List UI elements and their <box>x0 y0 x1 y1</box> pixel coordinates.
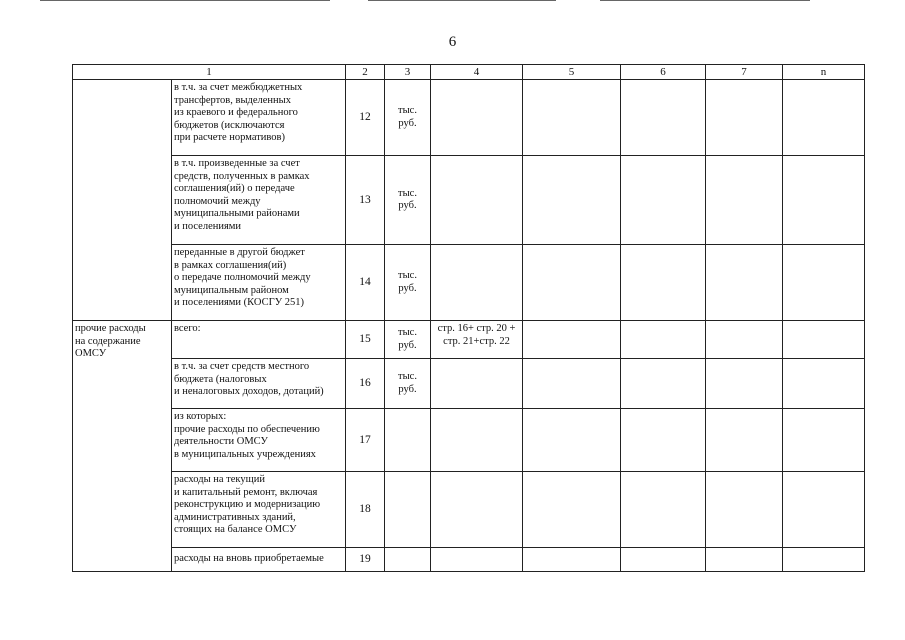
row-description: в т.ч. за счет межбюджетных трансфертов, выделенных из краевого и федерального бюджетов (исключаются при расчете нормативов) <box>172 80 346 156</box>
row-unit <box>385 472 431 548</box>
row-line-number: 17 <box>346 409 385 472</box>
header-col-6: 6 <box>621 65 706 80</box>
table-row <box>73 245 865 321</box>
row-formula <box>431 409 523 472</box>
value-cell <box>783 245 865 321</box>
header-col-n: n <box>783 65 865 80</box>
row-unit: тыс. руб. <box>385 156 431 245</box>
value-cell <box>523 156 621 245</box>
table-row <box>73 359 865 409</box>
value-cell <box>523 359 621 409</box>
top-edge-line-center <box>368 0 556 1</box>
page-number: 6 <box>448 34 457 50</box>
header-col-3: 3 <box>385 65 431 80</box>
row-unit <box>385 548 431 572</box>
value-cell <box>523 548 621 572</box>
value-cell <box>621 359 706 409</box>
value-cell <box>706 472 783 548</box>
category-cell-other-expenses: прочие расходы на содержание ОМСУ <box>73 321 172 572</box>
value-cell <box>621 80 706 156</box>
value-cell <box>783 80 865 156</box>
row-formula <box>431 548 523 572</box>
value-cell <box>523 321 621 359</box>
header-row <box>73 65 865 80</box>
value-cell <box>523 409 621 472</box>
value-cell <box>523 472 621 548</box>
data-table <box>72 64 865 572</box>
row-unit: тыс. руб. <box>385 321 431 359</box>
row-description: всего: <box>172 321 346 359</box>
row-line-number: 19 <box>346 548 385 572</box>
value-cell <box>783 548 865 572</box>
table-row <box>73 321 865 359</box>
table-row <box>73 548 865 572</box>
row-formula <box>431 80 523 156</box>
category-cell-empty <box>73 80 172 321</box>
value-cell <box>706 359 783 409</box>
value-cell <box>706 321 783 359</box>
value-cell <box>706 548 783 572</box>
row-line-number: 14 <box>346 245 385 321</box>
row-description: переданные в другой бюджет в рамках соглашения(ий) о передаче полномочий между муниципальным районом и поселениями (КОСГУ 251) <box>172 245 346 321</box>
value-cell <box>621 245 706 321</box>
row-formula <box>431 245 523 321</box>
value-cell <box>523 80 621 156</box>
value-cell <box>621 156 706 245</box>
row-formula <box>431 472 523 548</box>
value-cell <box>621 548 706 572</box>
value-cell <box>783 321 865 359</box>
table-row <box>73 80 865 156</box>
row-unit <box>385 409 431 472</box>
value-cell <box>783 359 865 409</box>
row-line-number: 13 <box>346 156 385 245</box>
row-description: расходы на текущий и капитальный ремонт, включая реконструкцию и модернизацию административных зданий, стоящих на балансе ОМСУ <box>172 472 346 548</box>
row-description: расходы на вновь приобретаемые <box>172 548 346 572</box>
header-col-7: 7 <box>706 65 783 80</box>
table-row <box>73 409 865 472</box>
header-col-2: 2 <box>346 65 385 80</box>
value-cell <box>621 409 706 472</box>
row-unit: тыс. руб. <box>385 245 431 321</box>
value-cell <box>783 409 865 472</box>
row-unit: тыс. руб. <box>385 359 431 409</box>
row-line-number: 15 <box>346 321 385 359</box>
table-row <box>73 472 865 548</box>
value-cell <box>523 245 621 321</box>
value-cell <box>621 321 706 359</box>
value-cell <box>706 156 783 245</box>
top-edge-line-left <box>40 0 330 1</box>
header-col-4: 4 <box>431 65 523 80</box>
value-cell <box>783 472 865 548</box>
row-unit: тыс. руб. <box>385 80 431 156</box>
row-line-number: 12 <box>346 80 385 156</box>
value-cell <box>706 80 783 156</box>
row-formula <box>431 156 523 245</box>
header-col-5: 5 <box>523 65 621 80</box>
row-description: в т.ч. произведенные за счет средств, полученных в рамках соглашения(ий) о передаче полномочий между муниципальными районами и поселениями <box>172 156 346 245</box>
value-cell <box>783 156 865 245</box>
table-row <box>73 156 865 245</box>
value-cell <box>621 472 706 548</box>
value-cell <box>706 245 783 321</box>
row-line-number: 18 <box>346 472 385 548</box>
header-col-1: 1 <box>73 65 346 80</box>
row-formula: стр. 16+ стр. 20 + стр. 21+стр. 22 <box>431 321 523 359</box>
row-line-number: 16 <box>346 359 385 409</box>
row-formula <box>431 359 523 409</box>
row-description: в т.ч. за счет средств местного бюджета (налоговых и неналоговых доходов, дотаций) <box>172 359 346 409</box>
row-description: из которых: прочие расходы по обеспечению деятельности ОМСУ в муниципальных учреждениях <box>172 409 346 472</box>
value-cell <box>706 409 783 472</box>
top-edge-line-right <box>600 0 810 1</box>
